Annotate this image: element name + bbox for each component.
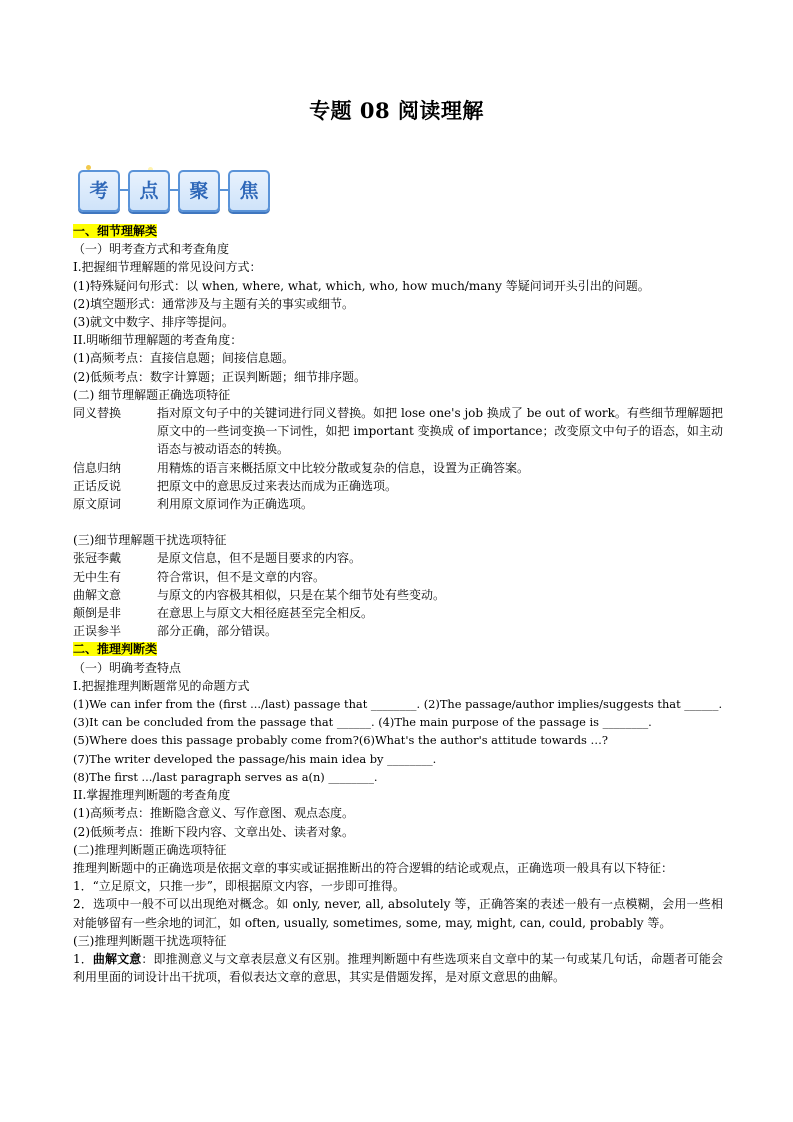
paragraph: (1)We can infer from the (first .../last) passage that ________. (2)The passage/author implies/suggests that ______.	[73, 697, 723, 712]
feature-desc: 是原文信息，但不是题目要求的内容。	[157, 551, 362, 566]
paragraph: (5)Where does this passage probably come from?(6)What's the author's attitude towards …?	[73, 733, 609, 748]
paragraph: (2)低频考点：数字计算题；正误判断题；细节排序题。	[73, 369, 367, 384]
subheading: (二) 细节理解题正确选项特征	[73, 387, 231, 402]
paragraph: 2．选项中一般不可以出现绝对概念。如 only, never, all, absolutely 等，正确答案的表述一般有一点模糊，会用一些相对能够留有一些余地的词汇，如 often, usually, sometimes, some, may, might, can, could, probably 等。	[73, 897, 723, 930]
paragraph: (1)高频考点：直接信息题；间接信息题。	[73, 351, 294, 366]
feature-term: 无中生有	[73, 569, 122, 584]
section-heading-inference: 二、推理判断类	[73, 642, 158, 657]
page-title: 专题 08 阅读理解	[309, 98, 484, 123]
paragraph: I.把握推理判断题常见的命题方式	[73, 678, 250, 693]
paragraph: 推理判断题中的正确选项是依据文章的事实或证据推断出的符合逻辑的结论或观点，正确选项一般具有以下特征：	[73, 860, 674, 875]
distract-feature-row	[73, 568, 723, 586]
feature-desc: 用精炼的语言来概括原文中比较分散或复杂的信息，设置为正确答案。	[157, 460, 530, 475]
feature-desc: 指对原文句子中的关键词进行同义替换。如把 lose one's job 换成了 be out of work。有些细节理解题把原文中的一些词变换一下词性，如把 important 变换成 of importance；改变原文中句子的语态，如主动语态与被动语态的转换。	[157, 406, 723, 457]
distract-feature-row	[73, 549, 723, 567]
subheading: （一）明考查方式和考查角度	[73, 242, 230, 257]
badge-char-3: 聚	[178, 170, 220, 212]
paragraph: (2)填空题形式：通常涉及与主题有关的事实或细节。	[73, 296, 355, 311]
paragraph: (1)高频考点：推断隐含意义、写作意图、观点态度。	[73, 806, 355, 821]
bold-term: 曲解文意	[92, 951, 142, 966]
subheading: (三)推理判断题干扰选项特征	[73, 933, 227, 948]
document-body	[73, 222, 723, 986]
paragraph: I.把握细节理解题的常见设问方式：	[73, 260, 262, 275]
paragraph: (3)就文中数字、排序等提问。	[73, 315, 234, 330]
correct-feature-row	[73, 404, 723, 459]
feature-desc: 与原文的内容极其相似，只是在某个细节处有些变动。	[157, 587, 446, 602]
correct-feature-row	[73, 459, 723, 477]
section-heading-detail: 一、细节理解类	[73, 224, 158, 238]
feature-desc: 部分正确，部分错误。	[157, 624, 278, 639]
paragraph: (7)The writer developed the passage/his main idea by ________.	[73, 751, 437, 766]
correct-feature-row	[73, 495, 723, 513]
badge-char-1: 考	[78, 170, 120, 212]
feature-term: 正话反说	[73, 478, 122, 493]
feature-term: 颠倒是非	[73, 606, 122, 621]
feature-term: 正误参半	[73, 624, 122, 639]
feature-term: 信息归纳	[73, 460, 122, 475]
paragraph: (8)The first .../last paragraph serves as a(n) ________.	[73, 769, 378, 784]
topic-badge	[78, 170, 268, 212]
feature-desc: 在意思上与原文大相径庭甚至完全相反。	[157, 606, 374, 621]
list-number: 1．	[73, 951, 93, 966]
feature-term: 同义替换	[73, 406, 122, 421]
paragraph	[73, 950, 723, 986]
subheading: （一）明确考查特点	[73, 660, 182, 675]
subheading: (二)推理判断题正确选项特征	[73, 842, 227, 857]
paragraph: 1．“立足原文，只推一步”，即根据原文内容，一步即可推得。	[73, 879, 405, 894]
distract-feature-row	[73, 586, 723, 604]
distract-feature-row	[73, 622, 723, 640]
paragraph: (2)低频考点：推断下段内容、文章出处、读者对象。	[73, 824, 355, 839]
badge-char-2: 点	[128, 170, 170, 212]
paragraph: II.掌握推理判断题的考查角度	[73, 788, 231, 803]
paragraph: (3)It can be concluded from the passage that ______. (4)The main purpose of the passage is ________.	[73, 715, 652, 730]
subheading: (三)细节理解题干扰选项特征	[73, 533, 227, 548]
badge-char-4: 焦	[228, 170, 270, 212]
feature-desc: 把原文中的意思反过来表达而成为正确选项。	[157, 478, 398, 493]
feature-desc: 符合常识，但不是文章的内容。	[157, 569, 326, 584]
feature-term: 原文原词	[73, 497, 122, 512]
paragraph-text: ：即推测意义与文章表层意义有区别。推理判断题中有些选项来自文章中的某一句或某几句话，命题者可能会利用里面的词设计出干扰项，看似表达文章的意思，其实是借题发挥，是对原文意思的曲解。	[73, 951, 723, 985]
feature-term: 曲解文意	[73, 587, 122, 602]
correct-feature-row	[73, 477, 723, 495]
paragraph: (1)特殊疑问句形式：以 when, where, what, which, who, how much/many 等疑问词开头引出的问题。	[73, 278, 650, 293]
feature-desc: 利用原文原词作为正确选项。	[157, 497, 314, 512]
feature-term: 张冠李戴	[73, 551, 122, 566]
paragraph: II.明晰细节理解题的考查角度：	[73, 333, 243, 348]
distract-feature-row	[73, 604, 723, 622]
